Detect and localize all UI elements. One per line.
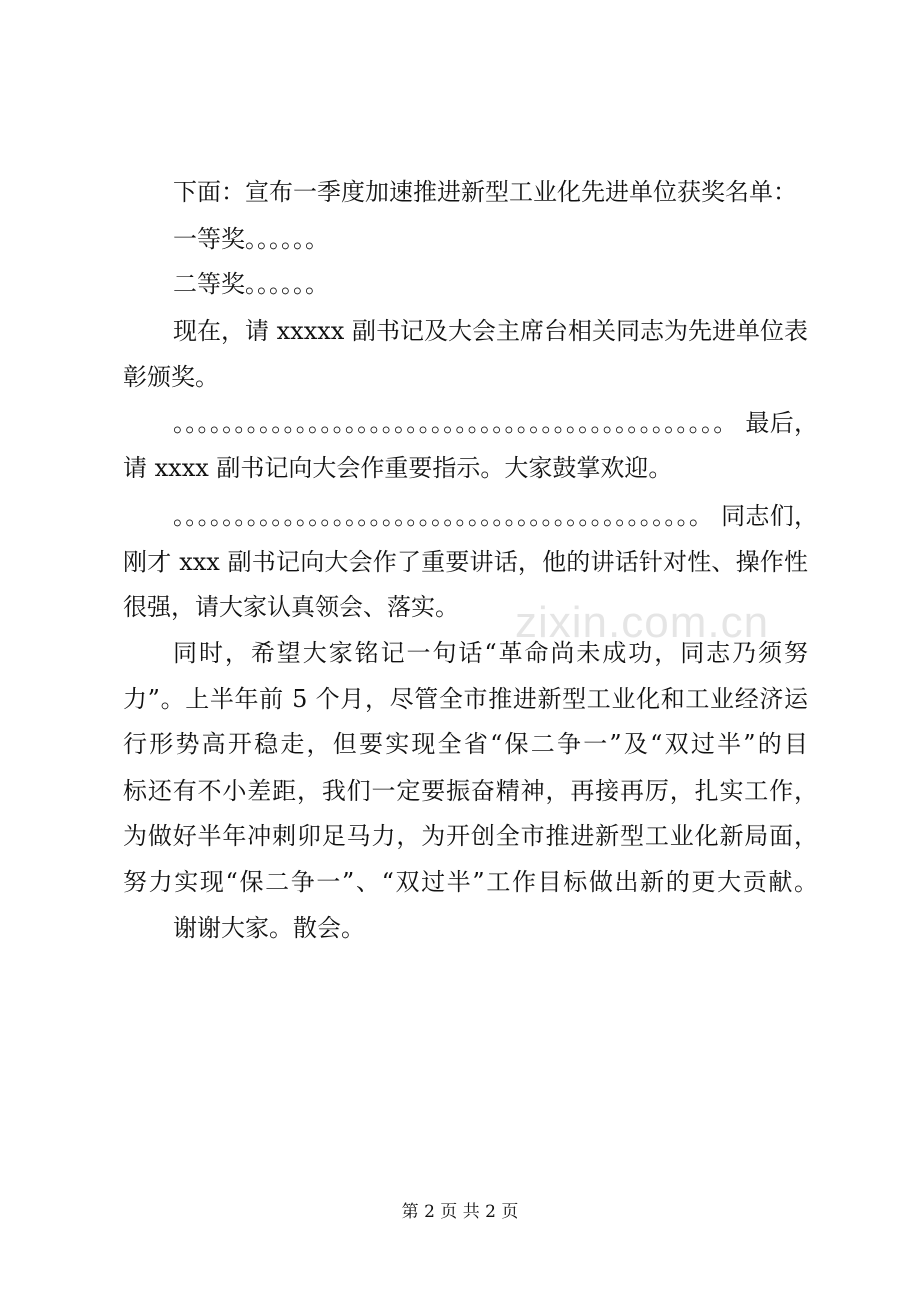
speech-remark-line: 刚才 xxx 副书记向大会作了重要讲话，他的讲话针对性、操作性 xyxy=(123,548,808,576)
closing-paragraph-line-4: 标还有不小差距，我们一定要振奋精神，再接再厉，扎实工作， xyxy=(123,777,818,805)
closing-paragraph-line-3: 行形势高开稳走，但要实现全省“保二争一”及“双过半”的目 xyxy=(123,730,808,758)
comrades-dots-line: 。。。。。。。。。。。。。。。。。。。。。。。。。。。。。。。。。。。。。。。。。。。 同志们， xyxy=(173,502,818,530)
closing-paragraph-line-2: 力”。上半年前 5 个月，尽管全市推进新型工业化和工业经济运 xyxy=(123,685,808,713)
presentation-line: 现在，请 xxxxx 副书记及大会主席台相关同志为先进单位表 xyxy=(173,317,808,345)
first-prize-line: 一等奖。。。。。。 xyxy=(173,225,329,253)
closing-paragraph-line-1: 同时，希望大家铭记一句话“革命尚未成功，同志乃须努 xyxy=(173,639,808,667)
watermark: zixin.com.cn xyxy=(515,598,770,647)
speech-remark-line-end: 很强，请大家认真领会、落实。 xyxy=(123,593,459,621)
closing-paragraph-line-5: 为做好半年冲刺卯足马力，为开创全市推进新型工业化新局面， xyxy=(123,822,818,850)
presentation-line-end: 彰颁奖。 xyxy=(123,363,219,391)
leader-instruction-line: 请 xxxx 副书记向大会作重要指示。大家鼓掌欢迎。 xyxy=(123,454,673,482)
final-dots-line: 。。。。。。。。。。。。。。。。。。。。。。。。。。。。。。。。。。。。。。。。。。。。。 最后， xyxy=(173,409,818,437)
closing-paragraph-line-6: 努力实现“保二争一”、“双过半”工作目标做出新的更大贡献。 xyxy=(123,868,818,896)
second-prize-line: 二等奖。。。。。。 xyxy=(173,270,329,298)
page-footer: 第 2 页 共 2 页 xyxy=(401,1202,519,1222)
thanks-line: 谢谢大家。散会。 xyxy=(173,914,365,942)
award-announcement-line: 下面：宣布一季度加速推进新型工业化先进单位获奖名单： xyxy=(173,178,797,206)
